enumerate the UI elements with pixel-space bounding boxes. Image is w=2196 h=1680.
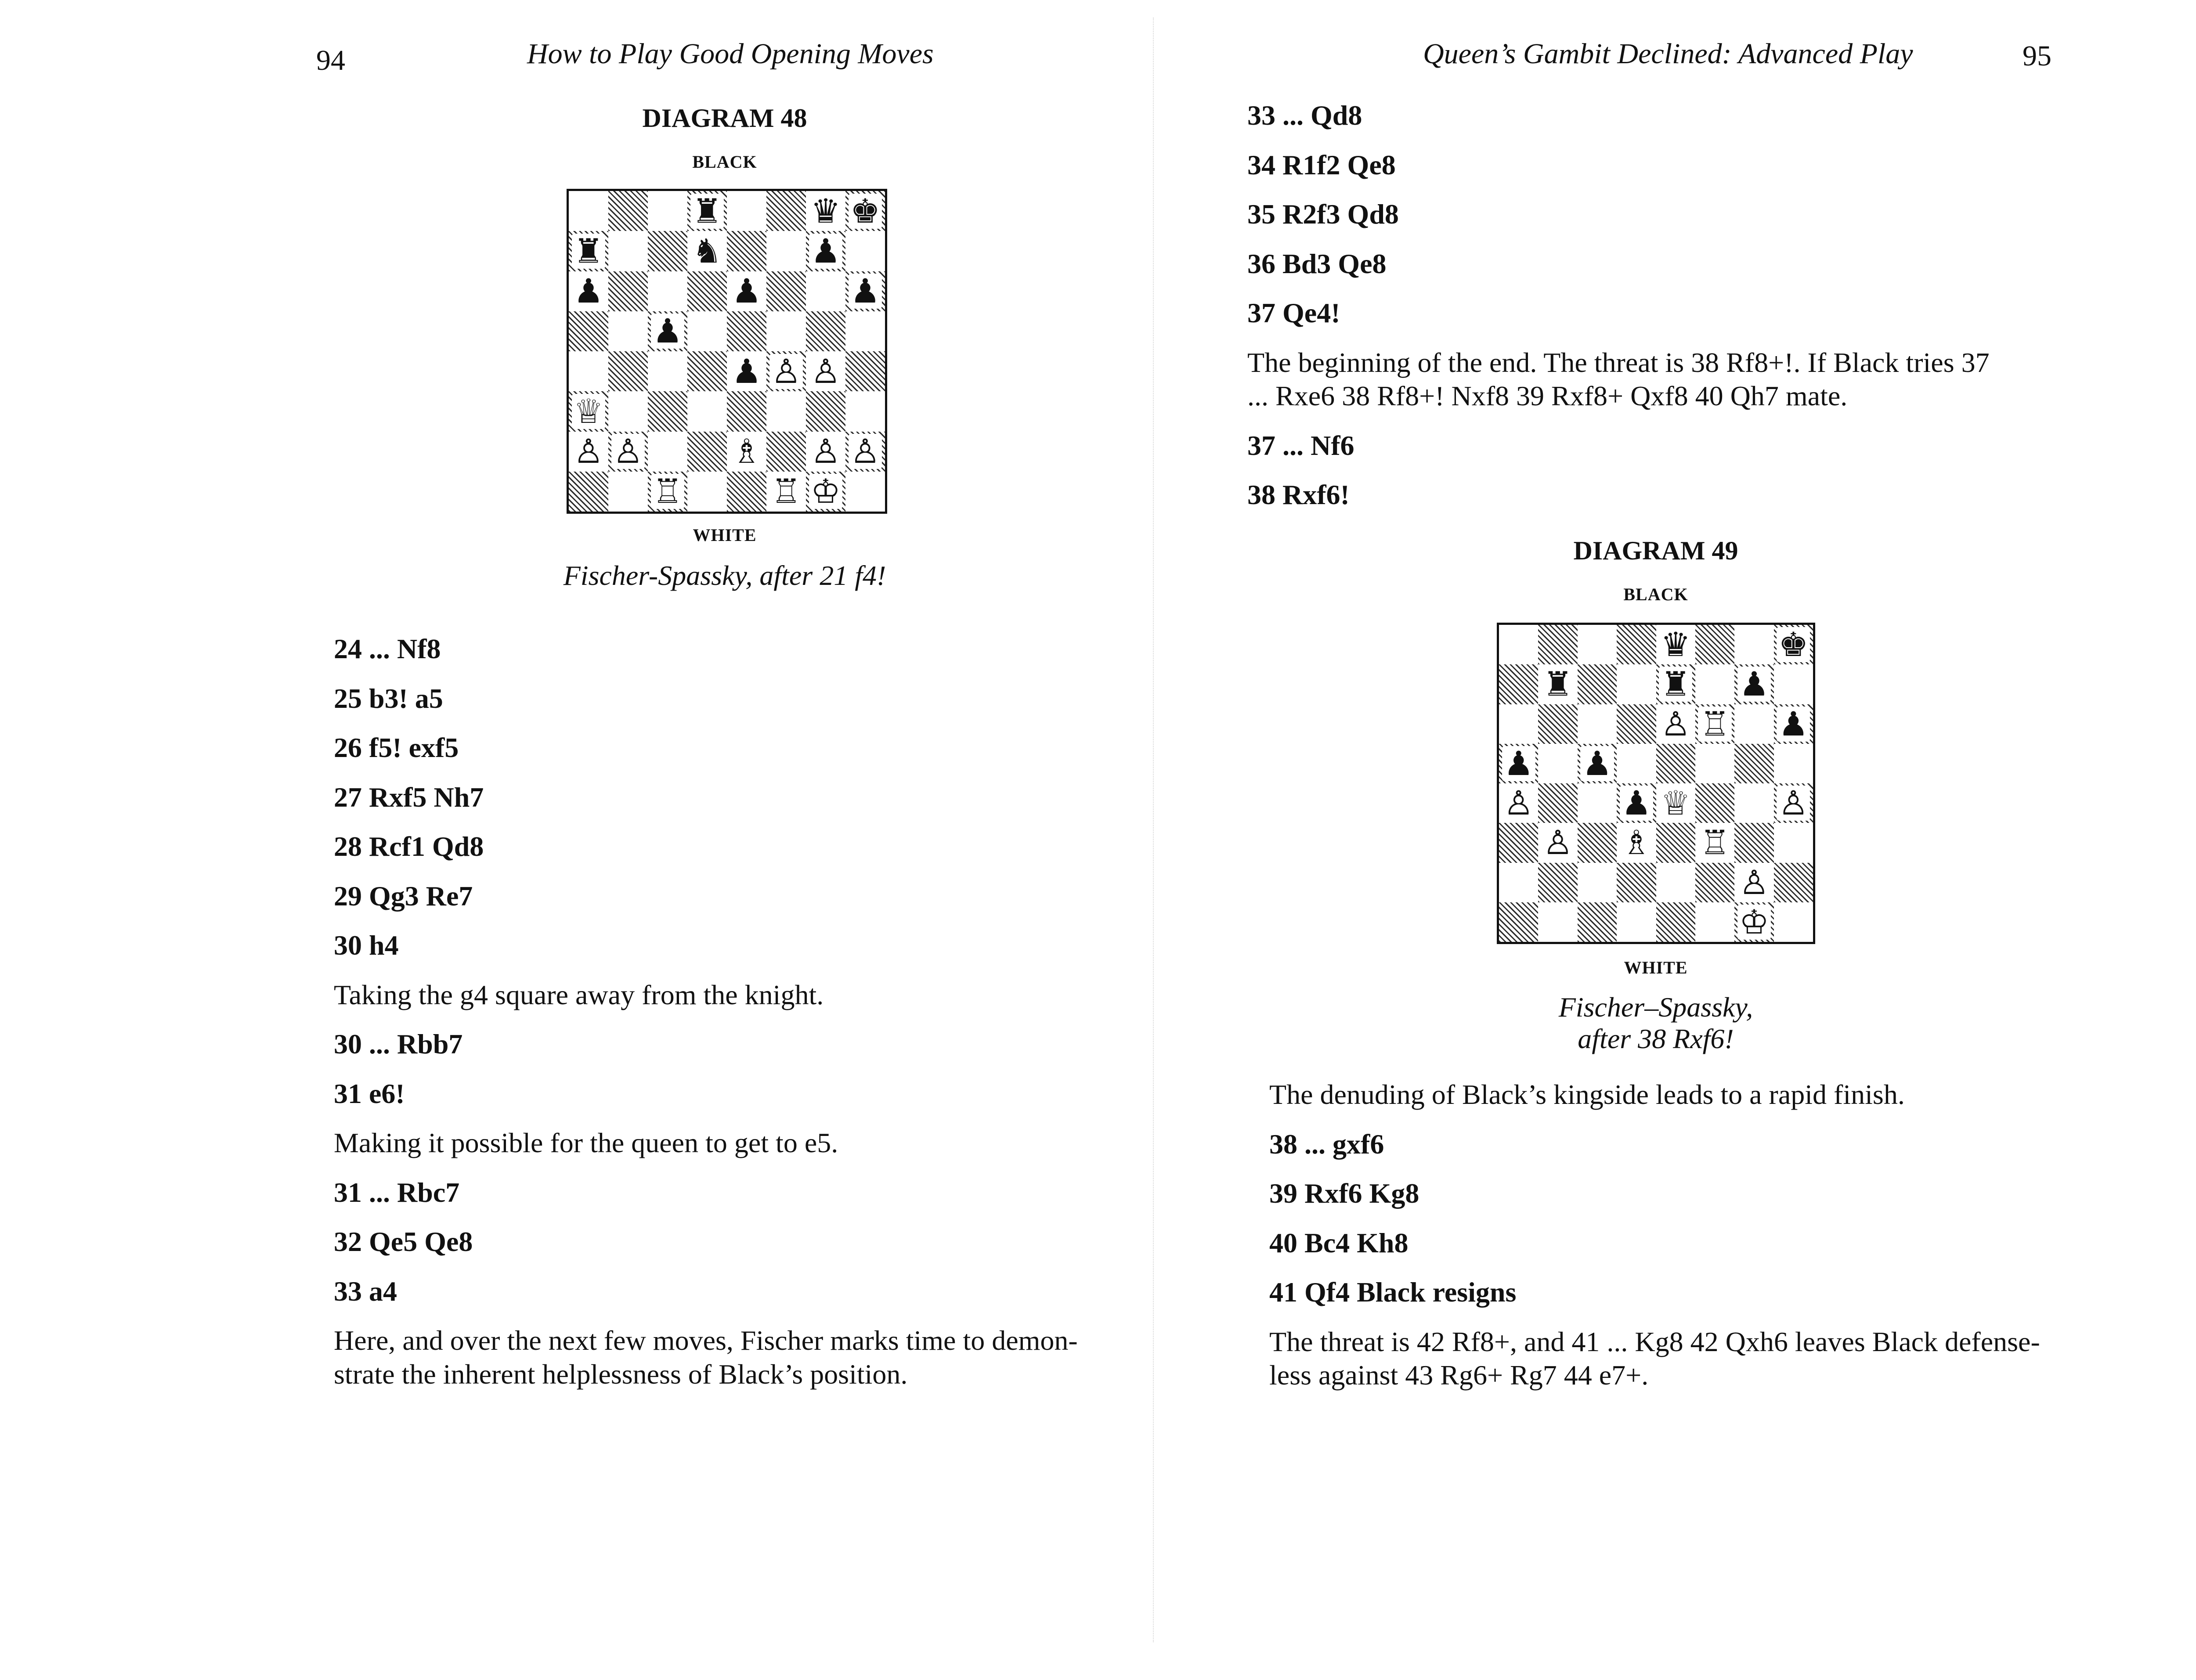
diagram-48-square — [608, 311, 648, 351]
diagram-48-piece: ♞ — [690, 234, 724, 269]
diagram-48-square — [687, 472, 727, 512]
diagram-49-square — [1695, 863, 1734, 902]
diagram-48-piece: ♖ — [769, 474, 803, 509]
diagram-49-square — [1774, 704, 1813, 744]
diagram-48-square — [806, 391, 845, 431]
diagram-49-square — [1617, 902, 1656, 942]
diagram-49-square — [1578, 823, 1617, 862]
diagram-48-square — [727, 311, 766, 351]
diagram-48-caption — [505, 560, 944, 591]
left-running-head: How to Play Good Opening Moves — [527, 38, 934, 70]
left-page-text — [334, 632, 1146, 1407]
diagram-49-square — [1617, 625, 1656, 664]
diagram-48-square — [845, 271, 885, 311]
diagram-48-square — [766, 391, 806, 431]
diagram-49-piece: ♖ — [1698, 707, 1731, 742]
diagram-49-square — [1656, 744, 1695, 783]
diagram-48-square — [845, 391, 885, 431]
diagram-48-piece: ♟ — [730, 274, 763, 309]
diagram-49-square — [1656, 664, 1695, 704]
diagram-49-piece: ♚ — [1777, 627, 1810, 662]
prose-line: Making it possible for the queen to get to e5. — [334, 1127, 838, 1158]
diagram-48-piece: ♗ — [730, 434, 763, 469]
diagram-48-piece: ♟ — [572, 274, 605, 309]
diagram-49-piece: ♙ — [1502, 786, 1535, 821]
right-page-text-bottom — [1269, 1078, 2126, 1408]
diagram-48-square — [727, 472, 766, 512]
move-line: 37 Qe4! — [1247, 297, 1340, 328]
prose-paragraph — [1269, 1078, 2126, 1112]
diagram-48-square — [845, 231, 885, 271]
diagram-49-caption — [1436, 991, 1875, 1054]
diagram-49-bottom-label: WHITE — [1624, 958, 1688, 977]
diagram-49-square — [1499, 664, 1538, 704]
diagram-48-square — [608, 271, 648, 311]
diagram-49-caption-line: after 38 Rxf6! — [1578, 1023, 1734, 1054]
prose-line: ... Rxe6 38 Rf8+! Nxf8 39 Rxf8+ Qxf8 40 Qh7 mate. — [1247, 380, 1848, 411]
move-line: 38 Rxf6! — [1247, 479, 1350, 510]
diagram-48-square — [727, 391, 766, 431]
diagram-49-square — [1774, 823, 1813, 862]
move-line: 38 ... gxf6 — [1269, 1128, 1384, 1160]
diagram-49-square — [1617, 823, 1656, 862]
prose-line: strate the inherent helplessness of Black’s position. — [334, 1358, 908, 1390]
move-line: 40 Bc4 Kh8 — [1269, 1227, 1409, 1258]
diagram-49-square — [1499, 625, 1538, 664]
diagram-48-square — [687, 191, 727, 231]
diagram-48-square — [766, 351, 806, 391]
diagram-48-piece: ♖ — [651, 474, 684, 509]
page-gutter — [1153, 18, 1154, 1642]
left-page-number: 94 — [316, 44, 345, 76]
diagram-48-square — [845, 351, 885, 391]
diagram-48-piece: ♜ — [690, 194, 724, 229]
diagram-49-square — [1499, 902, 1538, 942]
diagram-49-square — [1695, 902, 1734, 942]
diagram-48-square — [845, 472, 885, 512]
right-page-text-top — [1247, 99, 2126, 528]
prose-paragraph — [1247, 346, 2126, 413]
diagram-48-square — [569, 472, 608, 512]
diagram-49-square — [1774, 625, 1813, 664]
diagram-49-square — [1578, 625, 1617, 664]
diagram-48-square — [766, 432, 806, 472]
diagram-48-top-label: BLACK — [692, 152, 757, 172]
diagram-49-square — [1734, 902, 1773, 942]
diagram-49-caption-line: Fischer–Spassky, — [1558, 991, 1753, 1023]
diagram-48-square — [727, 432, 766, 472]
move-line: 37 ... Nf6 — [1247, 429, 1354, 461]
diagram-48-square — [569, 351, 608, 391]
diagram-49-square — [1499, 704, 1538, 744]
diagram-49-piece: ♙ — [1777, 786, 1810, 821]
diagram-49-square — [1617, 744, 1656, 783]
diagram-49-square — [1774, 783, 1813, 823]
diagram-48-square — [687, 231, 727, 271]
move-line: 26 f5! exf5 — [334, 732, 459, 763]
diagram-49-square — [1734, 783, 1773, 823]
prose-paragraph — [334, 978, 1146, 1012]
diagram-49-square — [1774, 902, 1813, 942]
diagram-48-piece: ♟ — [651, 314, 684, 349]
right-running-head: Queen’s Gambit Declined: Advanced Play — [1423, 38, 1913, 70]
diagram-49-square — [1734, 823, 1773, 862]
right-page-number: 95 — [2023, 40, 2052, 72]
diagram-49-square — [1656, 704, 1695, 744]
prose-line: less against 43 Rg6+ Rg7 44 e7+. — [1269, 1359, 1649, 1391]
diagram-48-piece: ♟ — [809, 234, 842, 269]
diagram-49-square — [1695, 704, 1734, 744]
diagram-48-square — [687, 351, 727, 391]
diagram-48-piece: ♟ — [730, 354, 763, 389]
diagram-48-square — [687, 271, 727, 311]
move-line: 29 Qg3 Re7 — [334, 880, 473, 912]
diagram-49-square — [1774, 863, 1813, 902]
diagram-49-square — [1499, 783, 1538, 823]
diagram-48-square — [648, 432, 687, 472]
diagram-48-square — [648, 391, 687, 431]
diagram-48-square — [608, 231, 648, 271]
prose-paragraph — [334, 1126, 1146, 1160]
diagram-48-square — [766, 311, 806, 351]
diagram-48-square — [727, 231, 766, 271]
move-line: 32 Qe5 Qe8 — [334, 1226, 473, 1257]
prose-paragraph — [334, 1324, 1146, 1391]
diagram-49-square — [1538, 902, 1577, 942]
move-line: 25 b3! a5 — [334, 682, 443, 714]
move-line: 31 ... Rbc7 — [334, 1176, 460, 1208]
diagram-49-piece: ♙ — [1737, 865, 1771, 900]
diagram-49-square — [1734, 625, 1773, 664]
diagram-49-square — [1695, 664, 1734, 704]
move-line: 30 ... Rbb7 — [334, 1028, 463, 1060]
move-line: 24 ... Nf8 — [334, 633, 441, 664]
move-line: 27 Rxf5 Nh7 — [334, 781, 484, 813]
diagram-48-square — [608, 432, 648, 472]
diagram-49-square — [1578, 783, 1617, 823]
diagram-49-square — [1538, 744, 1577, 783]
diagram-49-square — [1538, 823, 1577, 862]
diagram-49-square — [1499, 823, 1538, 862]
diagram-48-piece: ♙ — [809, 354, 842, 389]
diagram-49-piece: ♟ — [1620, 786, 1653, 821]
diagram-48-square — [648, 231, 687, 271]
move-line: 39 Rxf6 Kg8 — [1269, 1178, 1419, 1209]
diagram-48-square — [727, 191, 766, 231]
prose-line: Taking the g4 square away from the knight. — [334, 979, 824, 1010]
diagram-49-piece: ♕ — [1659, 786, 1692, 821]
diagram-48-square — [569, 231, 608, 271]
prose-line: The threat is 42 Rf8+, and 41 ... Kg8 42 Qxh6 leaves Black defense- — [1269, 1326, 2040, 1357]
diagram-49-square — [1617, 863, 1656, 902]
diagram-49-title: DIAGRAM 49 — [1573, 536, 1738, 565]
diagram-49-piece: ♙ — [1659, 707, 1692, 742]
diagram-49-piece: ♟ — [1737, 667, 1771, 702]
diagram-48-square — [766, 271, 806, 311]
diagram-48-piece: ♙ — [611, 434, 645, 469]
diagram-48-square — [608, 191, 648, 231]
diagram-48-piece: ♜ — [572, 234, 605, 269]
diagram-48-square — [806, 231, 845, 271]
move-line: 41 Qf4 Black resigns — [1269, 1276, 1517, 1308]
diagram-48-square — [845, 311, 885, 351]
diagram-49-piece: ♟ — [1777, 707, 1810, 742]
diagram-48-piece: ♛ — [809, 194, 842, 229]
diagram-49-square — [1734, 704, 1773, 744]
diagram-48-piece: ♟ — [849, 274, 882, 309]
diagram-48-square — [806, 472, 845, 512]
diagram-48-square — [806, 191, 845, 231]
diagram-49-piece: ♟ — [1502, 746, 1535, 781]
diagram-48-square — [608, 351, 648, 391]
diagram-49-square — [1656, 783, 1695, 823]
diagram-48-square — [845, 191, 885, 231]
diagram-49-square — [1774, 664, 1813, 704]
diagram-48-bottom-label: WHITE — [693, 525, 757, 545]
diagram-48-square — [648, 351, 687, 391]
diagram-48-piece: ♔ — [809, 474, 842, 509]
diagram-48-square — [608, 472, 648, 512]
move-line: 33 ... Qd8 — [1247, 100, 1362, 131]
diagram-49-square — [1499, 863, 1538, 902]
diagram-48-square — [766, 191, 806, 231]
diagram-48-square — [727, 271, 766, 311]
diagram-49-square — [1695, 783, 1734, 823]
diagram-48-board — [567, 189, 887, 514]
prose-line: The beginning of the end. The threat is 38 Rf8+!. If Black tries 37 — [1247, 346, 1990, 378]
move-line: 33 a4 — [334, 1275, 397, 1307]
diagram-49-square — [1617, 704, 1656, 744]
diagram-49-square — [1538, 704, 1577, 744]
diagram-49-square — [1538, 664, 1577, 704]
diagram-49-square — [1538, 863, 1577, 902]
diagram-48-piece: ♙ — [572, 434, 605, 469]
diagram-49-piece: ♜ — [1541, 667, 1575, 702]
diagram-49-square — [1656, 625, 1695, 664]
diagram-49-piece: ♔ — [1737, 905, 1771, 940]
diagram-48-square — [648, 191, 687, 231]
diagram-48-square — [806, 351, 845, 391]
diagram-49-square — [1538, 783, 1577, 823]
diagram-48-square — [806, 271, 845, 311]
diagram-49-square — [1734, 744, 1773, 783]
diagram-49-square — [1578, 744, 1617, 783]
diagram-49-square — [1695, 823, 1734, 862]
diagram-49-top-label: BLACK — [1623, 584, 1688, 604]
diagram-49-square — [1695, 744, 1734, 783]
prose-line: Here, and over the next few moves, Fischer marks time to demon- — [334, 1325, 1078, 1356]
diagram-48-square — [806, 432, 845, 472]
move-line: 30 h4 — [334, 930, 399, 961]
diagram-48-square — [727, 351, 766, 391]
diagram-49-piece: ♛ — [1659, 627, 1692, 662]
diagram-49-piece: ♙ — [1541, 825, 1575, 860]
diagram-49-square — [1578, 664, 1617, 704]
diagram-48-square — [687, 391, 727, 431]
diagram-49-square — [1774, 744, 1813, 783]
prose-paragraph — [1269, 1325, 2126, 1392]
diagram-48-square — [569, 191, 608, 231]
diagram-48-square — [687, 311, 727, 351]
diagram-48-square — [569, 311, 608, 351]
diagram-48-square — [806, 311, 845, 351]
move-line: 34 R1f2 Qe8 — [1247, 149, 1396, 180]
move-line: 36 Bd3 Qe8 — [1247, 248, 1387, 279]
diagram-48-piece: ♙ — [809, 434, 842, 469]
diagram-49-piece: ♟ — [1580, 746, 1614, 781]
diagram-49-square — [1578, 863, 1617, 902]
diagram-48-piece: ♙ — [849, 434, 882, 469]
move-line: 28 Rcf1 Qd8 — [334, 831, 484, 862]
diagram-49-square — [1617, 664, 1656, 704]
diagram-48-piece: ♙ — [769, 354, 803, 389]
diagram-48-square — [648, 271, 687, 311]
diagram-48-square — [569, 432, 608, 472]
diagram-48-square — [766, 231, 806, 271]
diagram-48-title: DIAGRAM 48 — [642, 104, 807, 133]
diagram-48-square — [608, 391, 648, 431]
diagram-49-square — [1656, 863, 1695, 902]
diagram-49-square — [1695, 625, 1734, 664]
diagram-49-square — [1734, 664, 1773, 704]
diagram-48-square — [569, 271, 608, 311]
prose-line: The denuding of Black’s kingside leads to a rapid finish. — [1269, 1079, 1905, 1110]
diagram-48-square — [766, 472, 806, 512]
diagram-48-piece: ♕ — [572, 394, 605, 429]
diagram-49-square — [1656, 823, 1695, 862]
diagram-48-caption-line: Fischer-Spassky, after 21 f4! — [563, 560, 886, 591]
diagram-49-square — [1617, 783, 1656, 823]
diagram-48-square — [687, 432, 727, 472]
diagram-49-piece: ♖ — [1698, 825, 1731, 860]
diagram-49-piece: ♜ — [1659, 667, 1692, 702]
diagram-49-square — [1578, 902, 1617, 942]
diagram-48-square — [648, 472, 687, 512]
diagram-49-square — [1499, 744, 1538, 783]
diagram-49-square — [1656, 902, 1695, 942]
diagram-49-square — [1538, 625, 1577, 664]
move-line: 35 R2f3 Qd8 — [1247, 198, 1399, 230]
diagram-49-square — [1734, 863, 1773, 902]
diagram-49-board — [1497, 623, 1815, 944]
diagram-48-square — [648, 311, 687, 351]
diagram-48-square — [569, 391, 608, 431]
diagram-48-piece: ♚ — [849, 194, 882, 229]
diagram-49-square — [1578, 704, 1617, 744]
move-line: 31 e6! — [334, 1078, 405, 1109]
diagram-48-square — [845, 432, 885, 472]
diagram-49-piece: ♗ — [1620, 825, 1653, 860]
